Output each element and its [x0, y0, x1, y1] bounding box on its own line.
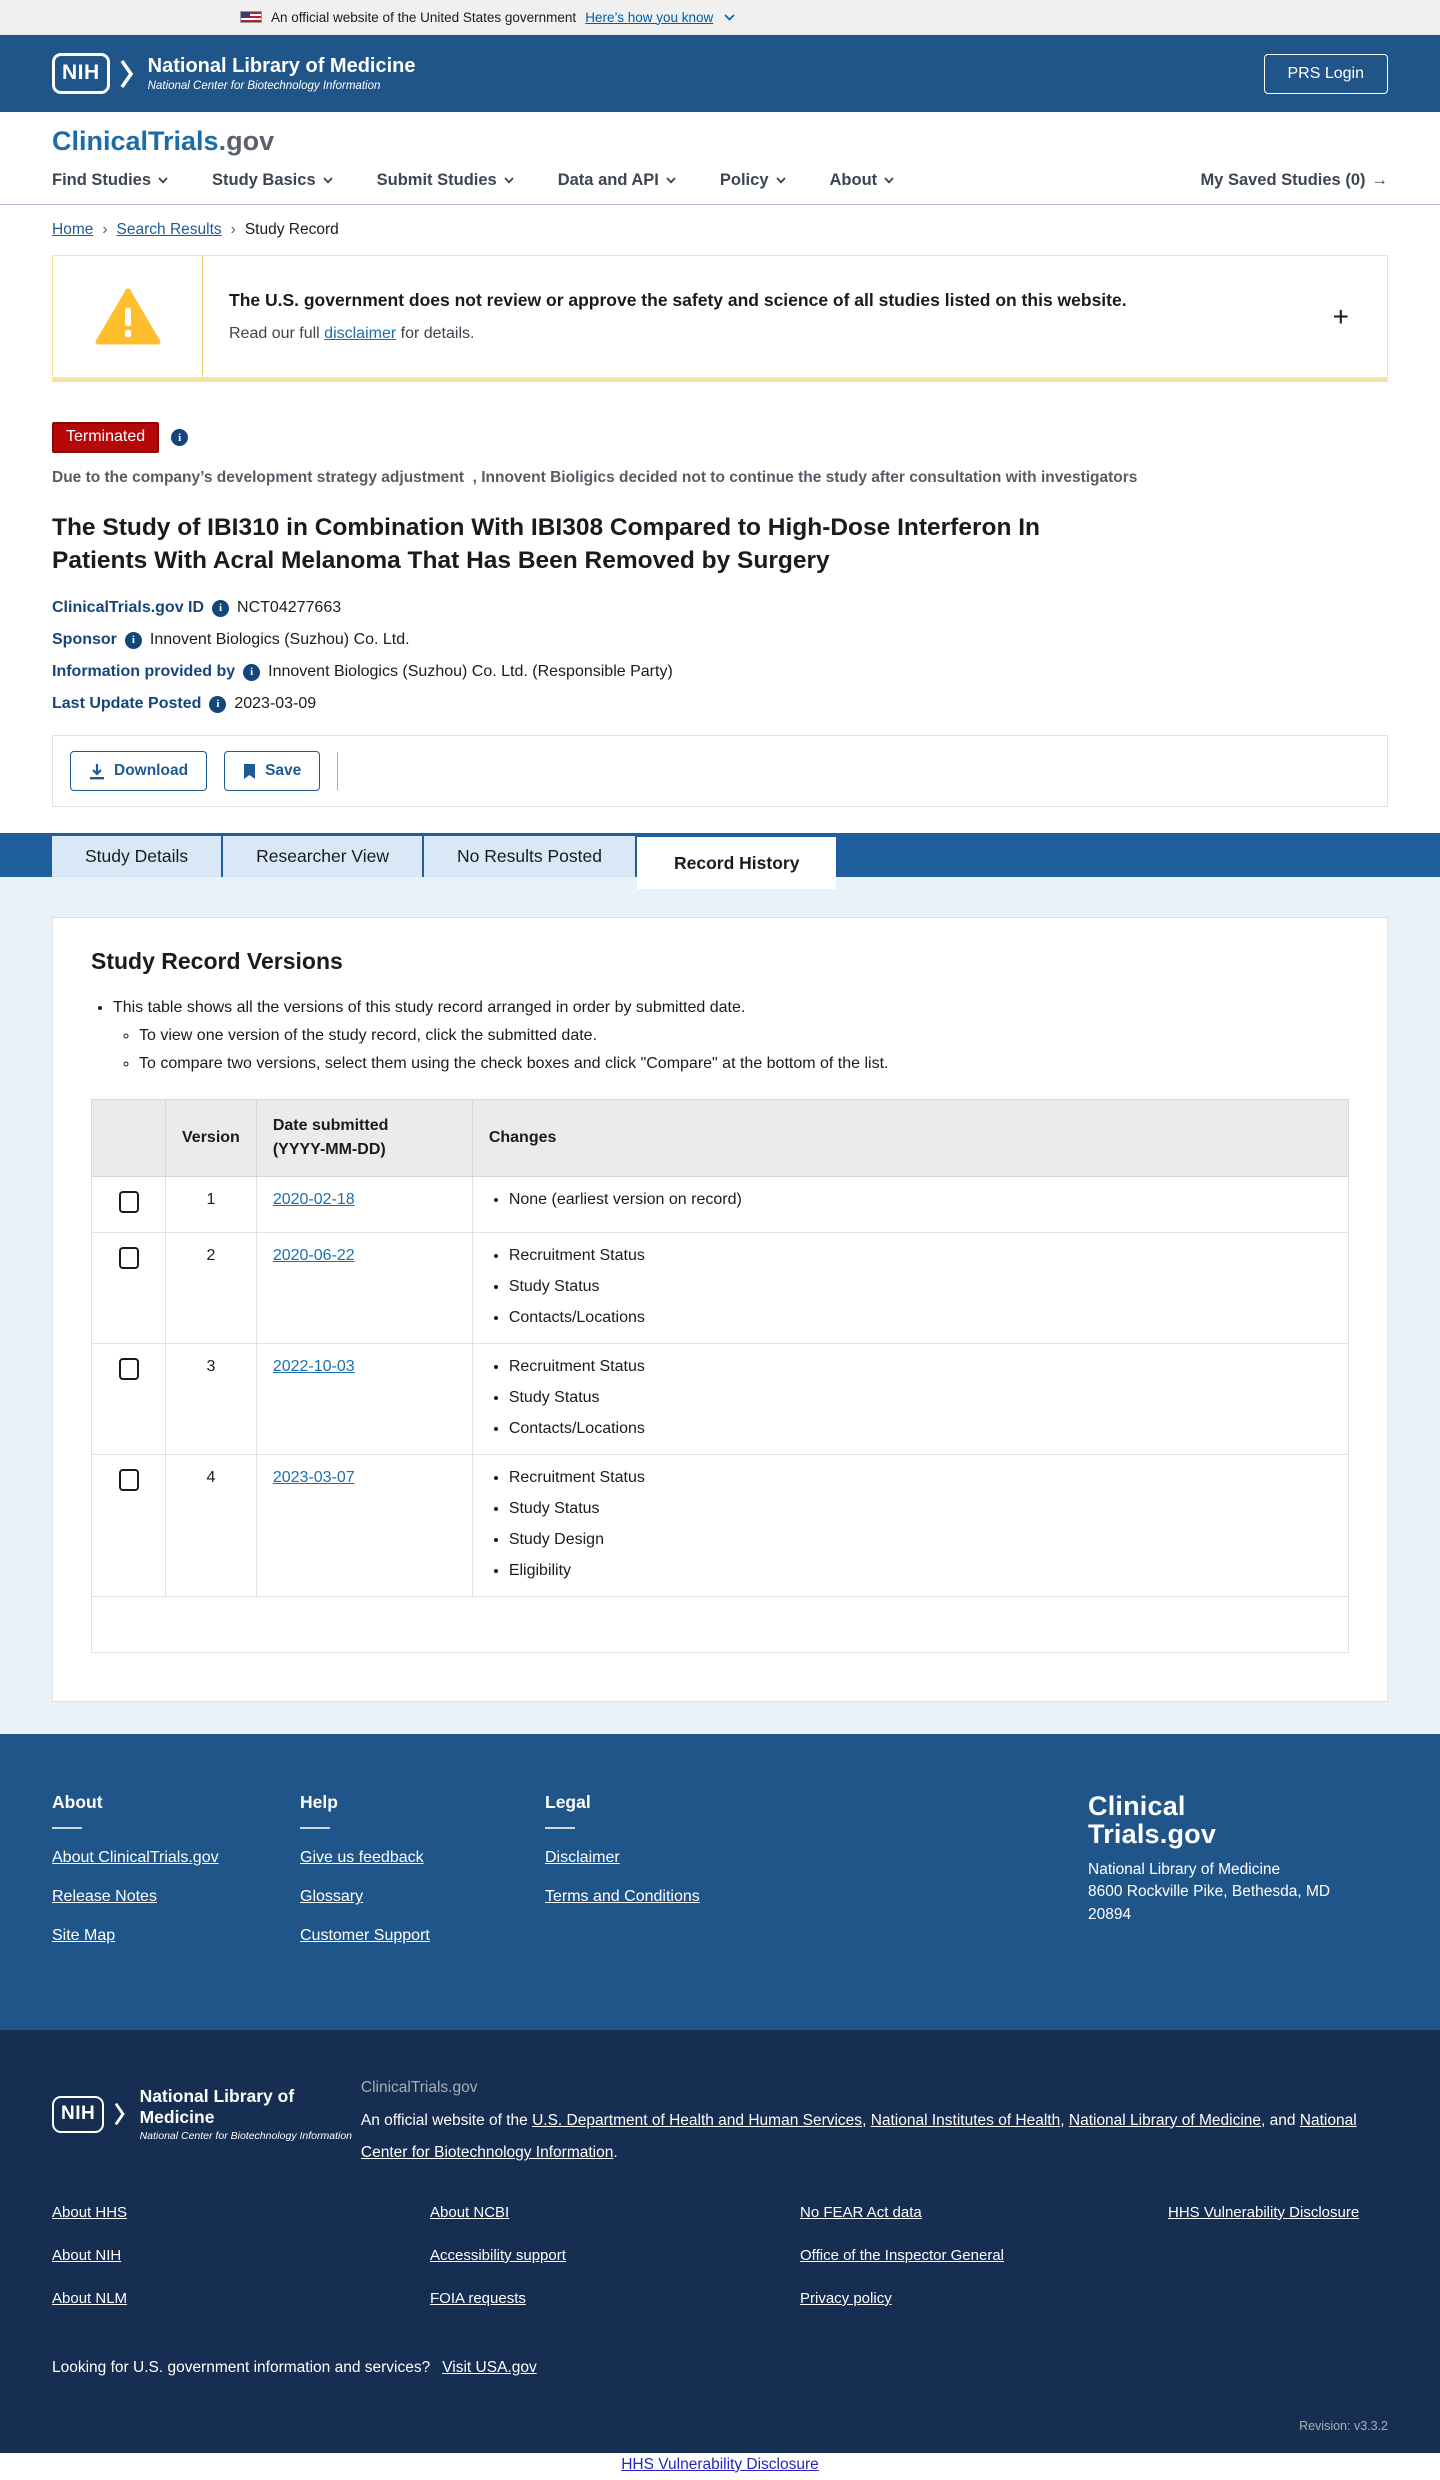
nav-find-studies[interactable]: Find Studies	[52, 171, 168, 190]
changes-list: • Recruitment Status • Study Status • Contacts/Locations	[509, 1247, 1332, 1327]
record-history-section	[0, 877, 1440, 1734]
about-clinicaltrials-link[interactable]: About ClinicalTrials.gov	[52, 1849, 219, 1867]
nav-about[interactable]: About	[830, 171, 895, 190]
breadcrumb-separator: ›	[230, 221, 236, 238]
instruction-view: ◦ To view one version of the study record, click the submitted date.	[139, 1027, 1349, 1045]
warning-triangle-icon	[95, 288, 161, 346]
hhs-vulnerability-link[interactable]: HHS Vulnerability Disclosure	[1168, 2203, 1360, 2221]
terms-and-conditions-link[interactable]: Terms and Conditions	[545, 1888, 700, 1906]
changes-column-header: Changes	[472, 1100, 1348, 1177]
footer-help-column	[300, 1792, 545, 1966]
save-button[interactable]: Save	[224, 751, 320, 791]
government-disclaimer-alert: The U.S. government does not review or approve the safety and science of all studies listed on this website. Read our full disclaimer for details. +	[52, 255, 1388, 382]
official-site-text: An official website of the United States government	[271, 9, 577, 25]
usa-gov-prompt: Looking for U.S. government information and services?	[52, 2358, 431, 2376]
table-row	[92, 1344, 1349, 1455]
expand-alert-button[interactable]: +	[1332, 300, 1349, 332]
nct-id-value: NCT04277663	[237, 599, 342, 617]
actions-toolbar	[52, 735, 1388, 807]
chevron-down-icon	[504, 177, 514, 184]
main-nav	[52, 171, 1388, 204]
visit-usa-gov-link[interactable]: Visit USA.gov	[442, 2358, 537, 2376]
inspector-general-link[interactable]: Office of the Inspector General	[800, 2246, 1005, 2264]
nav-study-basics[interactable]: Study Basics	[212, 171, 333, 190]
footer-wordmark-block	[1088, 1792, 1388, 1966]
meta-id-row	[52, 599, 1388, 617]
ncbi-link[interactable]: National Center for Biotechnology Information	[360, 2111, 1357, 2162]
tab-study-details[interactable]: Study Details	[52, 836, 223, 877]
no-fear-act-link[interactable]: No FEAR Act data	[800, 2203, 922, 2221]
last-update-value: 2023-03-09	[234, 695, 317, 713]
give-us-feedback-link[interactable]: Give us feedback	[300, 1849, 424, 1867]
ncbi-subtitle: National Center for Biotechnology Information	[147, 80, 381, 92]
bookmark-icon	[243, 763, 256, 780]
release-notes-link[interactable]: Release Notes	[52, 1888, 157, 1906]
table-row	[92, 1455, 1349, 1597]
about-nih-link[interactable]: About NIH	[52, 2246, 122, 2264]
sponsor-value: Innovent Biologics (Suzhou) Co. Ltd.	[149, 631, 410, 649]
footer-column-title: Legal	[545, 1792, 591, 1813]
bottom-strip	[0, 2453, 1440, 2480]
privacy-policy-link[interactable]: Privacy policy	[800, 2289, 892, 2307]
changes-list: • Recruitment Status • Study Status • Study Design • Eligibility	[509, 1469, 1332, 1580]
breadcrumb	[0, 205, 1440, 245]
instruction-compare: ◦ To compare two versions, select them using the check boxes and click "Compare" at the bottom of the list.	[139, 1055, 1349, 1073]
us-flag-icon	[240, 11, 262, 23]
chevron-down-icon	[158, 177, 168, 184]
table-header-row	[92, 1100, 1349, 1177]
version-1-date-link[interactable]: 2020-02-18	[272, 1191, 355, 1209]
instructions-list	[113, 999, 1349, 1073]
meta-last-update-row	[52, 695, 1388, 713]
breadcrumb-separator: ›	[102, 221, 108, 238]
clinicaltrials-logo[interactable]	[52, 126, 1388, 157]
chevron-down-icon	[884, 177, 894, 184]
government-subfooter	[0, 2030, 1440, 2453]
chevron-down-icon	[666, 177, 676, 184]
site-map-link[interactable]: Site Map	[52, 1927, 116, 1945]
breadcrumb-search-results-link[interactable]: Search Results	[116, 221, 222, 238]
hhs-vulnerability-disclosure-bottom-link[interactable]: HHS Vulnerability Disclosure	[621, 2455, 819, 2473]
version-column-header: Version	[166, 1100, 257, 1177]
chevron-down-icon	[323, 177, 333, 184]
chevron-down-icon	[776, 177, 786, 184]
nlm-title: National Library of Medicine	[147, 55, 416, 77]
tab-record-history[interactable]: Record History	[637, 833, 836, 889]
version-number: 2	[166, 1233, 257, 1344]
meta-sponsor-row	[52, 631, 1388, 649]
about-hhs-link[interactable]: About HHS	[52, 2203, 128, 2221]
site-header	[0, 112, 1440, 205]
footer-column-title: About	[52, 1792, 103, 1813]
study-status-row	[52, 422, 1388, 453]
info-icon[interactable]: i	[212, 600, 229, 617]
table-footer-row	[92, 1597, 1349, 1653]
accessibility-support-link[interactable]: Accessibility support	[430, 2246, 566, 2264]
section-heading: Study Record Versions	[91, 948, 343, 975]
nih-header	[0, 35, 1440, 112]
subfooter-site-name: ClinicalTrials.gov	[360, 2079, 478, 2097]
version-number: 4	[166, 1455, 257, 1597]
version-4-date-link[interactable]: 2023-03-07	[272, 1469, 355, 1487]
nlm-link[interactable]: National Library of Medicine	[1068, 2111, 1261, 2129]
nlm-address: National Library of Medicine 8600 Rockville Pike, Bethesda, MD 20894	[1088, 1860, 1331, 1923]
date-column-header: Date submitted (YYYY-MM-DD)	[256, 1100, 472, 1177]
nlm-logo[interactable]	[52, 53, 416, 94]
nav-data-and-api[interactable]: Data and API	[558, 171, 676, 190]
instruction-intro: This table shows all the versions of this study record arranged in order by submitted date.	[113, 999, 746, 1017]
version-3-date-link[interactable]: 2022-10-03	[272, 1358, 355, 1376]
study-meta	[52, 599, 1388, 713]
download-icon	[89, 763, 105, 780]
revision-label: Revision: v3.3.2	[1299, 2418, 1388, 2433]
versions-table	[91, 1099, 1349, 1653]
tab-researcher-view[interactable]: Researcher View	[223, 836, 424, 877]
version-1-checkbox[interactable]	[119, 1191, 139, 1213]
version-4-checkbox[interactable]	[119, 1469, 139, 1491]
study-tabs	[0, 833, 1440, 877]
info-icon[interactable]: i	[209, 696, 226, 713]
about-nlm-link[interactable]: About NLM	[52, 2289, 128, 2307]
checkbox-column-header	[92, 1100, 166, 1177]
study-title: The Study of IBI310 in Combination With IBI308 Compared to High-Dose Interferon In Patients With Acral Melanoma That Has Been Removed by Surgery	[52, 514, 1041, 575]
version-2-checkbox[interactable]	[119, 1247, 139, 1269]
official-website-sentence: An official website of the U.S. Department of Health and Human Services, National Institutes of Health, National Library of Medicine, and National Center for Biotechnology Information.	[360, 2111, 1357, 2162]
logo-suffix: .gov	[218, 126, 275, 156]
chevron-down-icon[interactable]	[724, 14, 735, 21]
id-label: ClinicalTrials.gov ID	[52, 599, 205, 617]
changes-list: • None (earliest version on record)	[509, 1191, 1332, 1209]
hhs-link[interactable]: U.S. Department of Health and Human Services	[532, 2111, 863, 2129]
nav-submit-studies[interactable]: Submit Studies	[377, 171, 514, 190]
glossary-link[interactable]: Glossary	[300, 1888, 364, 1906]
status-badge: Terminated	[52, 422, 159, 453]
footer-legal-column	[545, 1792, 793, 1966]
disclaimer-link[interactable]: disclaimer	[324, 325, 397, 342]
footer-about-column	[52, 1792, 300, 1966]
info-provided-value: Innovent Biologics (Suzhou) Co. Ltd. (Responsible Party)	[268, 663, 673, 681]
changes-list: • Recruitment Status • Study Status • Contacts/Locations	[509, 1358, 1332, 1438]
customer-support-link[interactable]: Customer Support	[300, 1927, 430, 1945]
info-icon[interactable]: i	[171, 429, 188, 446]
footer-column-title: Help	[300, 1792, 338, 1813]
nih-logo-chevron-icon	[114, 2101, 125, 2127]
breadcrumb-current: Study Record	[244, 221, 339, 238]
gov-banner	[0, 0, 1440, 35]
info-icon[interactable]: i	[243, 664, 260, 681]
version-2-date-link[interactable]: 2020-06-22	[272, 1247, 355, 1265]
nih-logo-chevron-icon	[120, 59, 134, 89]
table-row	[92, 1233, 1349, 1344]
meta-info-provided-row	[52, 663, 1388, 681]
about-ncbi-link[interactable]: About NCBI	[430, 2203, 510, 2221]
site-footer	[0, 1734, 1440, 2030]
nih-logo-mark: NIH	[52, 53, 110, 94]
table-row	[92, 1177, 1349, 1233]
info-icon[interactable]: i	[125, 632, 142, 649]
study-record-versions-card	[52, 917, 1388, 1702]
nav-policy[interactable]: Policy	[720, 171, 786, 190]
download-button[interactable]: Download	[70, 751, 207, 791]
info-provided-label: Information provided by	[52, 663, 236, 681]
version-number: 3	[166, 1344, 257, 1455]
tab-no-results-posted[interactable]: No Results Posted	[424, 836, 637, 877]
usa-gov-row	[52, 2359, 1388, 2377]
arrow-right-icon: →	[1371, 171, 1388, 189]
version-3-checkbox[interactable]	[119, 1358, 139, 1380]
foia-requests-link[interactable]: FOIA requests	[430, 2289, 526, 2307]
toolbar-divider	[337, 752, 338, 790]
my-saved-studies-link[interactable]: My Saved Studies (0) →	[1200, 171, 1388, 189]
last-update-label: Last Update Posted	[52, 695, 202, 713]
disclaimer-footer-link[interactable]: Disclaimer	[545, 1849, 620, 1867]
nlm-logo[interactable]	[52, 2086, 361, 2142]
prs-login-button[interactable]: PRS Login	[1264, 54, 1389, 94]
nih-link[interactable]: National Institutes of Health	[870, 2111, 1061, 2129]
subfooter-links-grid	[52, 2204, 1388, 2333]
heres-how-you-know-link[interactable]: Here’s how you know	[585, 9, 714, 25]
sponsor-label: Sponsor	[52, 631, 117, 649]
alert-title: The U.S. government does not review or approve the safety and science of all studies listed on this website.	[229, 290, 1127, 310]
clinicaltrials-wordmark: Clinical Trials.gov	[1088, 1791, 1217, 1850]
logo-main: ClinicalTrials	[52, 126, 219, 156]
termination-reason: Due to the company’s development strategy adjustment , Innovent Bioligics decided not to continue the study after consultation with investigators	[52, 469, 1138, 486]
version-number: 1	[166, 1177, 257, 1233]
ncbi-subtitle: National Center for Biotechnology Information	[139, 2130, 353, 2143]
nlm-title: National Library of Medicine	[139, 2086, 295, 2128]
nih-logo-mark: NIH	[52, 2096, 104, 2133]
breadcrumb-home-link[interactable]: Home	[52, 221, 94, 238]
